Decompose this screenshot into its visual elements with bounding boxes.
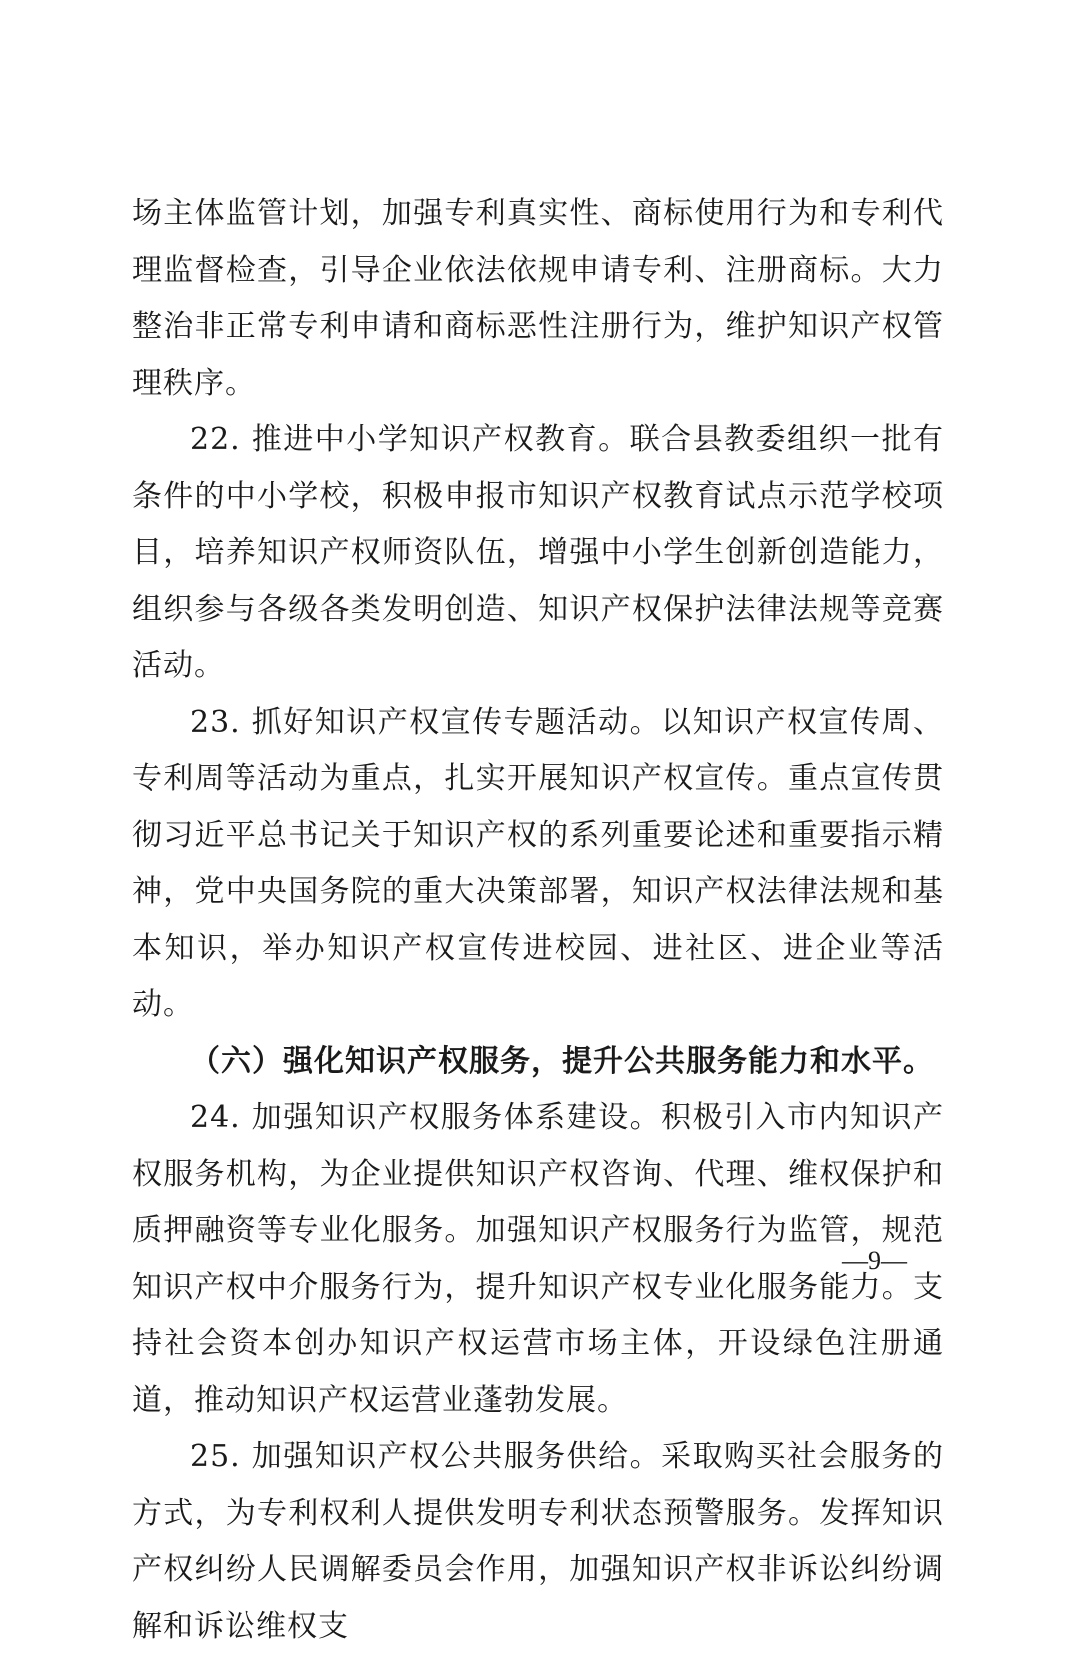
page-number: —9— <box>842 1246 907 1275</box>
section-heading-6: （六）强化知识产权服务，提升公共服务能力和水平。 <box>190 1043 934 1079</box>
paragraph-item-25: 25. 加强知识产权公共服务供给。采取购买社会服务的方式，为专利权利人提供发明专利状态预警服务。发挥知识产权纠纷人民调解委员会作用，加强知识产权非诉讼纠纷调解和诉讼维权支 <box>132 1439 944 1644</box>
paragraph-item-24: 24. 加强知识产权服务体系建设。积极引入市内知识产权服务机构，为企业提供知识产权咨询、代理、维权保护和质押融资等专业化服务。加强知识产权服务行为监管，规范知识产权中介服务行为，提升知识产权专业化服务能力。支持社会资本创办知识产权运营市场主体，开设绿色注册通道，推动知识产权运营业蓬勃发展。 <box>132 1100 944 1418</box>
document-body <box>132 186 944 1655</box>
paragraph-continuation: 场主体监管计划，加强专利真实性、商标使用行为和专利代理监督检查，引导企业依法依规申请专利、注册商标。大力整治非正常专利申请和商标恶性注册行为，维护知识产权管理秩序。 <box>132 196 944 401</box>
paragraph-item-22: 22. 推进中小学知识产权教育。联合县教委组织一批有条件的中小学校，积极申报市知识产权教育试点示范学校项目，培养知识产权师资队伍，增强中小学生创新创造能力，组织参与各级各类发明创造、知识产权保护法律法规等竞赛活动。 <box>132 422 944 683</box>
paragraph-item-23: 23. 抓好知识产权宣传专题活动。以知识产权宣传周、专利周等活动为重点，扎实开展知识产权宣传。重点宣传贯彻习近平总书记关于知识产权的系列重要论述和重要指示精神，党中央国务院的重大决策部署，知识产权法律法规和基本知识，举办知识产权宣传进校园、进社区、进企业等活动。 <box>132 704 944 1022</box>
